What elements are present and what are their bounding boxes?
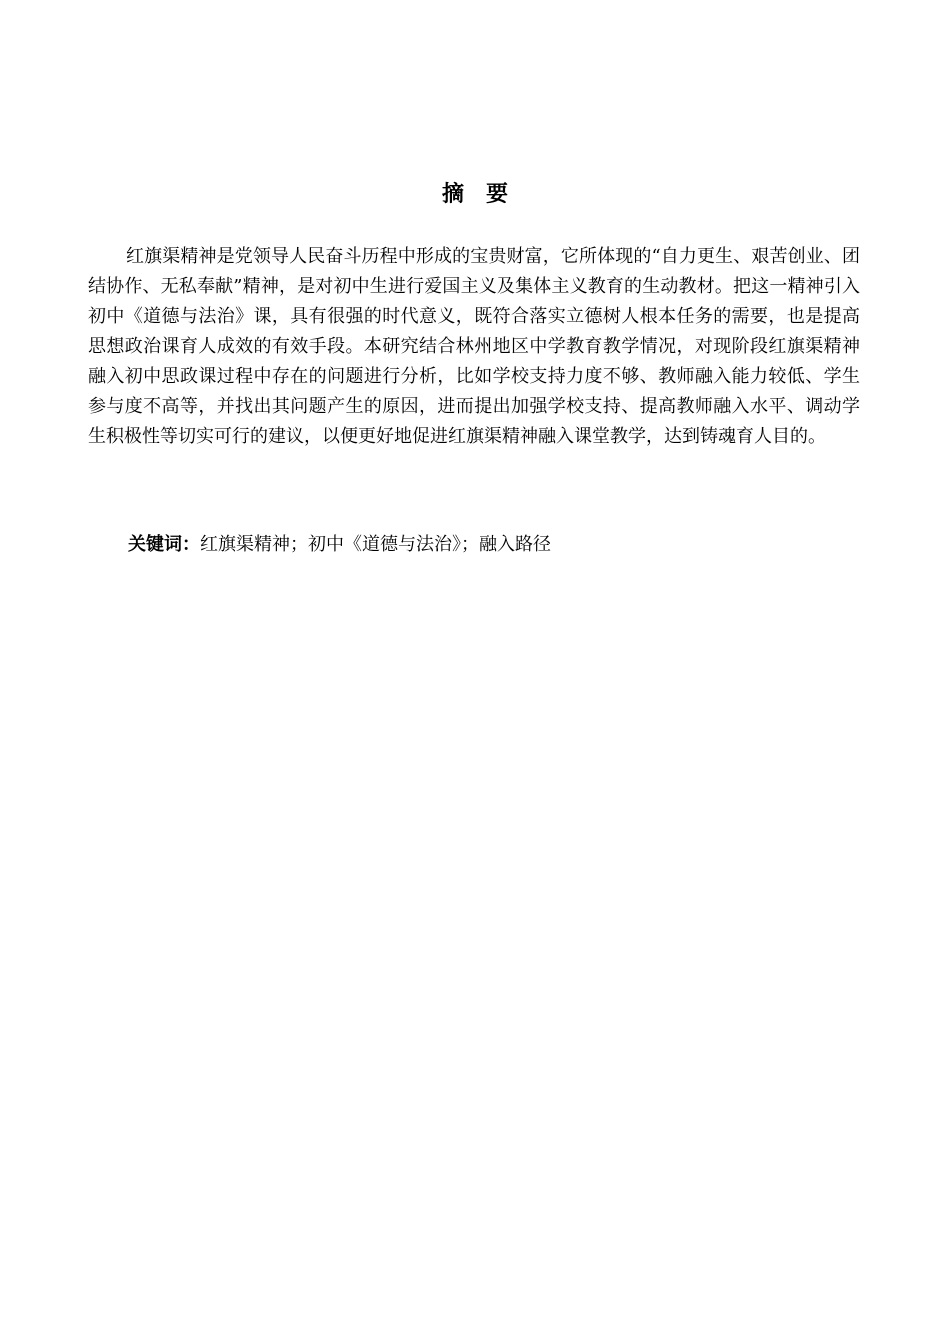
keywords-text: 红旗渠精神；初中《道德与法治》；融入路径: [200, 534, 551, 555]
abstract-paragraph: 红旗渠精神是党领导人民奋斗历程中形成的宝贵财富，它所体现的“自力更生、艰苦创业、团结协作、无私奉献”精神，是对初中生进行爱国主义及集体主义教育的生动教材。把这一精神引入初中《道德与法治》课，具有很强的时代意义，既符合落实立德树人根本任务的需要，也是提高思想政治课育人成效的有效手段。本研究结合林州地区中学教育教学情况，对现阶段红旗渠精神融入初中思政课过程中存在的问题进行分析，比如学校支持力度不够、教师融入能力较低、学生参与度不高等，并找出其问题产生的原因，进而提出加强学校支持、提高教师融入水平、调动学生积极性等切实可行的建议，以便更好地促进红旗渠精神融入课堂教学，达到铸魂育人目的。: [88, 246, 860, 447]
keywords-line: [88, 530, 860, 560]
page-title: 摘要: [441, 182, 530, 207]
keywords-label: 关键词：: [128, 534, 200, 555]
